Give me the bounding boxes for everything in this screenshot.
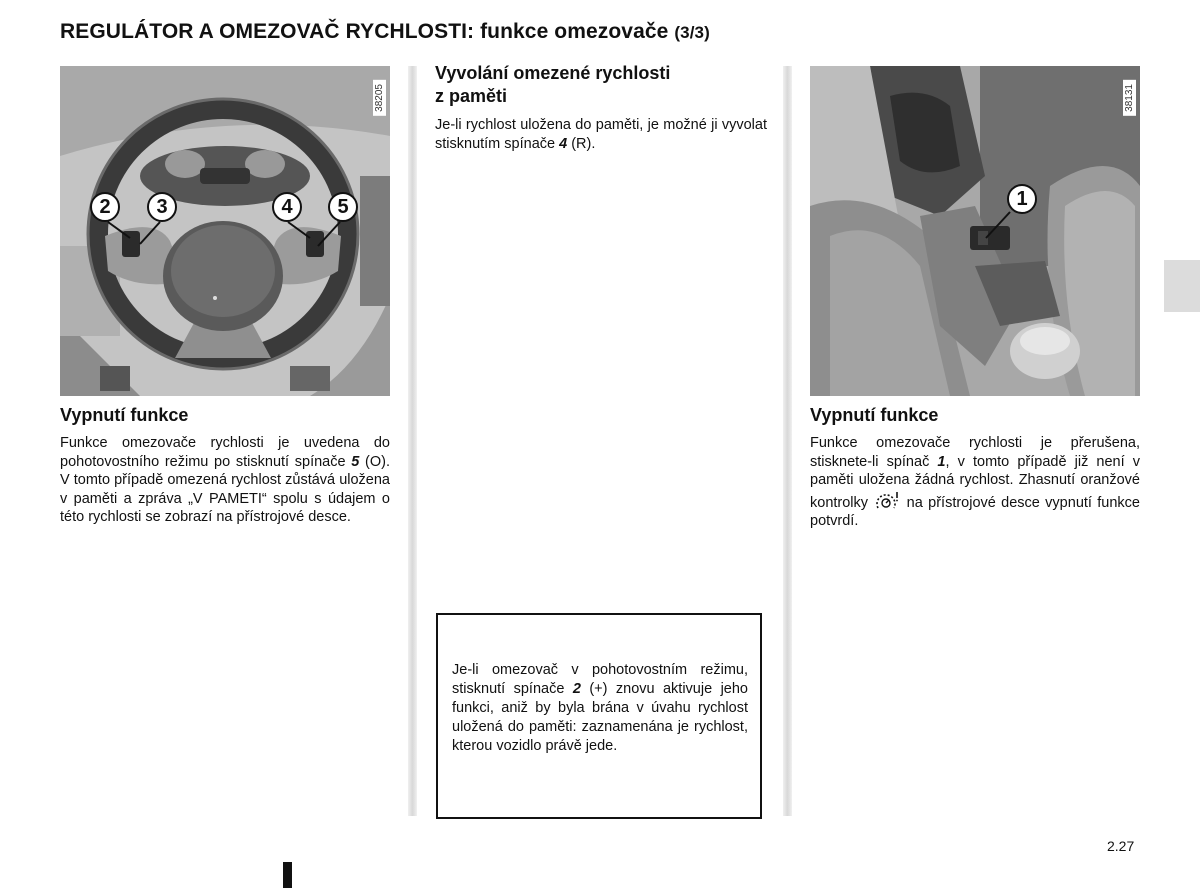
right-column — [810, 66, 1140, 531]
section-body — [810, 434, 1140, 531]
body-text-run: Je-li rychlost uložena do paměti, je možné ji vyvolat stisknutím spínače — [435, 117, 767, 152]
switch-number: 4 — [559, 135, 568, 152]
image-reference-number: 38131 — [1123, 80, 1136, 116]
body-text-run: (O). V tomto případě omezená rychlost zůstává uložena v paměti a zpráva „V PAMETI“ spolu s údajem o této rychlosti se zobrazí na přístrojové desce. — [60, 453, 390, 525]
body-text-run: Funkce omezovače rychlosti je uvedena do pohotovostního režimu po stisknutí spínače — [60, 435, 390, 470]
image-reference-number: 38205 — [373, 80, 386, 116]
body-text-run: (R). — [567, 135, 596, 152]
left-column — [60, 66, 390, 527]
bottom-marker-bar — [283, 862, 292, 888]
switch-number: 1 — [937, 453, 946, 470]
callout-5: 5 — [328, 192, 358, 222]
center-console-photo — [810, 66, 1140, 396]
switch-number: 5 — [351, 453, 360, 470]
section-body — [60, 434, 390, 527]
page-title-text: REGULÁTOR A OMEZOVAČ RYCHLOSTI: funkce omezovače — [60, 20, 669, 43]
middle-column — [435, 62, 767, 153]
body-text-run: na přístrojové desce vypnutí funkce potvrdí. — [810, 494, 1140, 529]
body-text-run: Je-li omezovač v pohotovostním režimu, stisknutí spínače — [452, 662, 748, 697]
page-number: 2.27 — [1107, 838, 1135, 854]
callout-lines — [810, 66, 1140, 396]
section-body — [435, 116, 767, 153]
callout-1: 1 — [1007, 184, 1037, 214]
switch-number: 2 — [572, 681, 581, 697]
column-divider — [408, 66, 417, 816]
heading-line: Vyvolání omezené rychlosti — [435, 63, 671, 83]
page-title-part: (3/3) — [674, 23, 710, 42]
note-box — [436, 613, 762, 819]
page-title — [60, 20, 710, 44]
section-heading: Vypnutí funkce — [810, 405, 939, 425]
body-text-run: Funkce omezovače rychlosti je přerušena, stisknete-li spínač — [810, 435, 1140, 470]
body-text-run: , v tomto případě již není v paměti uložena žádná rychlost. Zhasnutí oranžové kontrolky — [810, 453, 1140, 511]
note-text — [452, 661, 748, 756]
column-divider — [783, 66, 792, 816]
section-tab-marker — [1164, 260, 1200, 312]
callout-4: 4 — [272, 192, 302, 222]
body-text-run: (+) znovu aktivuje jeho funkci, aniž by byla brána v úvahu rychlost uložená do paměti: zaznamenána je rychlost, kterou vozidlo právě jede. — [452, 681, 748, 754]
section-heading: Vypnutí funkce — [60, 405, 189, 425]
section-heading — [435, 62, 767, 108]
heading-line: z paměti — [435, 86, 508, 106]
steering-wheel-photo — [60, 66, 390, 396]
speed-limiter-warning-icon — [873, 490, 901, 512]
callout-lines — [60, 66, 390, 396]
callout-3: 3 — [147, 192, 177, 222]
callout-2: 2 — [90, 192, 120, 222]
